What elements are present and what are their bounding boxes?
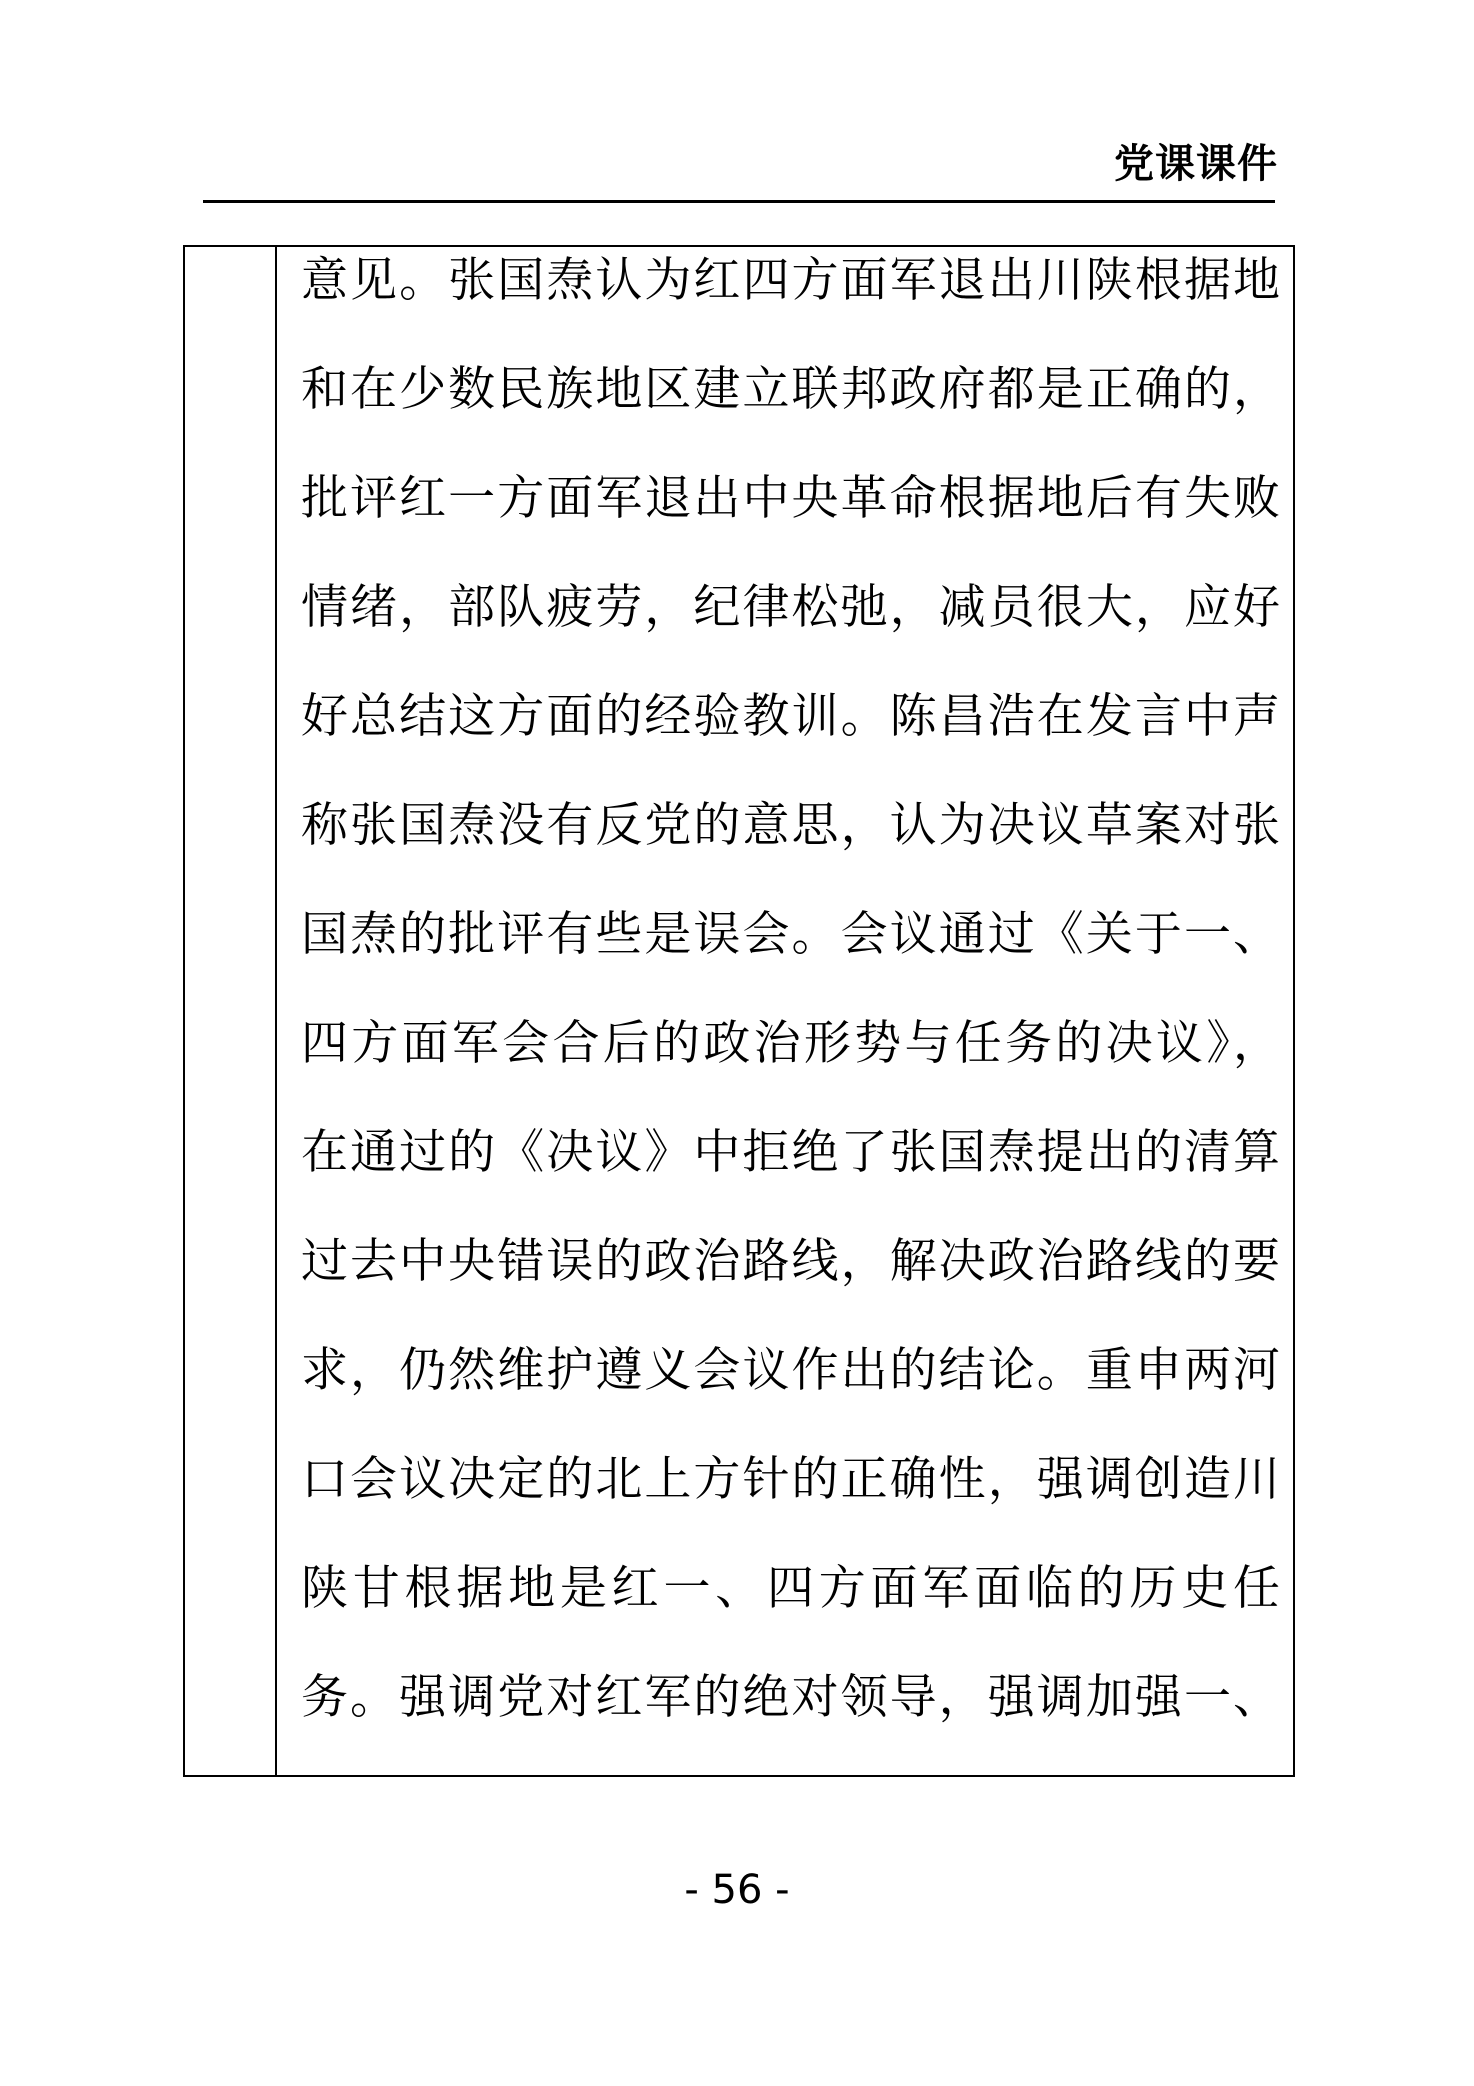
body-line: 陕甘根据地是红一、四方面军面临的历史任: [301, 1561, 1281, 1616]
content-table: [183, 245, 1295, 1777]
body-line: 批评红一方面军退出中央革命根据地后有失败: [301, 471, 1281, 526]
body-line: 国焘的批评有些是误会。会议通过《关于一、: [301, 907, 1281, 962]
body-line: 和在少数民族地区建立联邦政府都是正确的，: [301, 362, 1281, 417]
body-line: 意见。张国焘认为红四方面军退出川陕根据地: [301, 253, 1281, 308]
body-line: 过去中央错误的政治路线，解决政治路线的要: [301, 1234, 1281, 1289]
table-text-cell: [277, 247, 1293, 1775]
body-line: 求，仍然维护遵义会议作出的结论。重申两河: [301, 1343, 1281, 1398]
page-number: - 56 -: [684, 1867, 790, 1913]
header-divider: [203, 200, 1275, 203]
body-line: 情绪，部队疲劳，纪律松弛，减员很大，应好: [301, 580, 1281, 635]
body-line: 口会议决定的北上方针的正确性，强调创造川: [301, 1452, 1281, 1507]
body-line: 在通过的《决议》中拒绝了张国焘提出的清算: [301, 1125, 1281, 1180]
table-left-cell: [185, 247, 275, 1775]
header-title: 党课课件: [1114, 141, 1278, 187]
body-line: 好总结这方面的经验教训。陈昌浩在发言中声: [301, 689, 1281, 744]
body-line: 称张国焘没有反党的意思，认为决议草案对张: [301, 798, 1281, 853]
body-line: 务。强调党对红军的绝对领导，强调加强一、: [301, 1670, 1281, 1725]
body-line: 四方面军会合后的政治形势与任务的决议》，: [301, 1016, 1281, 1071]
